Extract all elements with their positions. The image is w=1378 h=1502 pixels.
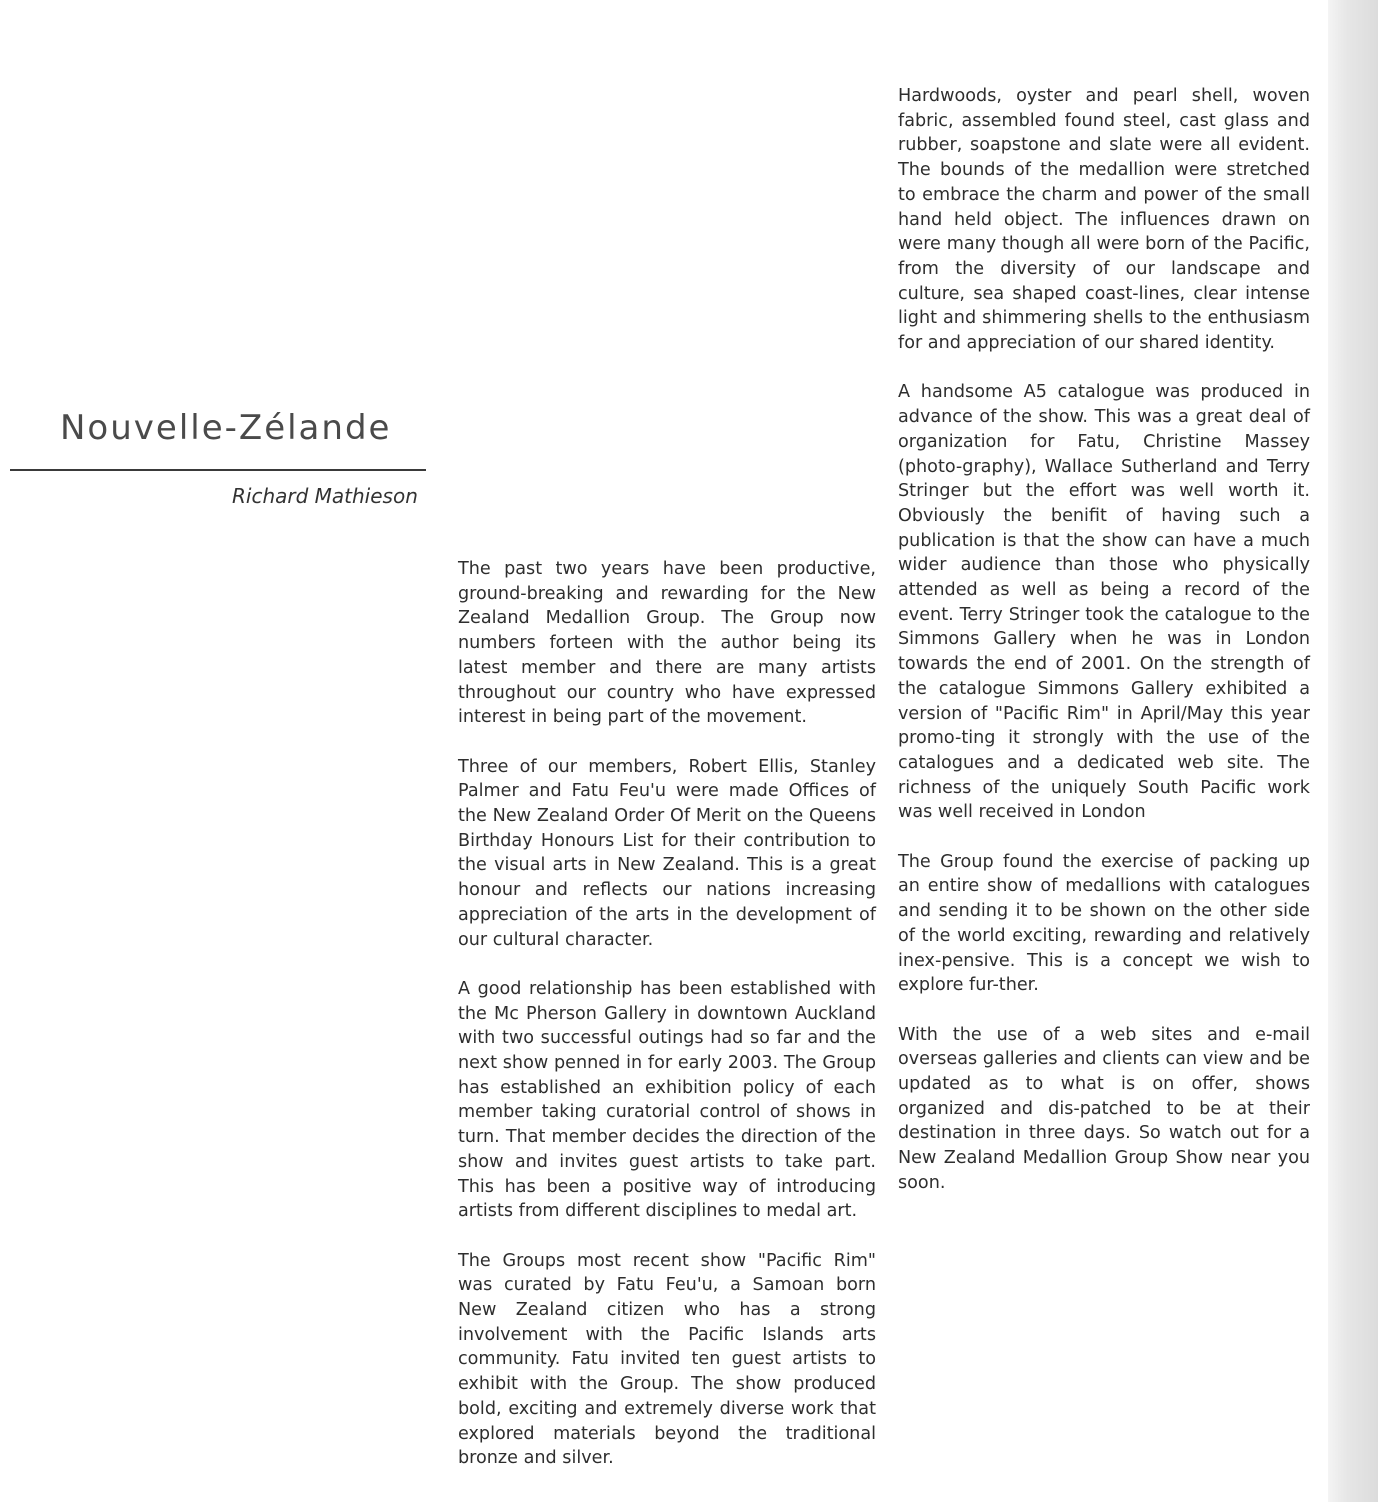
paragraph: The Group found the exercise of packing up an entire show of medallions with catalogues and sending it to be shown on the other side of the world exciting, rewarding and relatively inex-pensive. This is a concept we wish to explore fur-ther. <box>898 851 1310 996</box>
paragraph: With the use of a web sites and e-mail overseas galleries and clients can view and be updated as to what is on offer, shows organized and dis-patched to be at their destination in three days. So watch out for a New Zealand Medallion Group Show near you soon. <box>898 1024 1310 1193</box>
paragraph: A good relationship has been established with the Mc Pherson Gallery in downtown Auckland with two successful outings had so far and the next show penned in for early 2003. The Group has established an exhibition policy of each member taking curatorial control of shows in turn. That member decides the direction of the show and invites guest artists to take part. This has been a positive way of introducing artists from different disciplines to medal art. <box>458 978 876 1222</box>
title-divider <box>10 469 426 471</box>
article-column-right <box>898 84 1310 1220</box>
paragraph: A handsome A5 catalogue was produced in advance of the show. This was a great deal of organization for Fatu, Christine Massey (photo-graphy), Wallace Sutherland and Terry Stringer but the effort was well worth it. Obviously the benifit of having such a publication is that the show can have a much wider audience than those who physically attended as well as being a record of the event. Terry Stringer took the catalogue to the Simmons Gallery when he was in London towards the end of 2001. On the strength of the catalogue Simmons Gallery exhibited a version of "Pacific Rim" in April/May this year promo-ting it strongly with the use of the catalogues and a dedicated web site. The richness of the uniquely South Pacific work was well received in London <box>898 382 1310 823</box>
paragraph: The Groups most recent show "Pacific Rim" was curated by Fatu Feu'u, a Samoan born New Zealand citizen who has a strong involvement with the Pacific Islands arts community. Fatu invited ten guest artists to exhibit with the Group. The show produced bold, exciting and extremely diverse work that explored materials beyond the traditional bronze and silver. <box>458 1250 876 1469</box>
paragraph: Hardwoods, oyster and pearl shell, woven fabric, assembled found steel, cast glass and rubber, soapstone and slate were all evident. The bounds of the medallion were stretched to embrace the charm and power of the small hand held object. The influences drawn on were many though all were born of the Pacific, from the diversity of our landscape and culture, sea shaped coast-lines, clear intense light and shimmering shells to the enthusiasm for and appreciation of our shared identity. <box>898 86 1310 354</box>
paragraph: The past two years have been productive, ground-breaking and rewarding for the New Zealand Medallion Group. The Group now numbers forteen with the author being its latest member and there are many artists throughout our country who have expressed interest in being part of the movement. <box>458 559 876 728</box>
author-byline: Richard Mathieson <box>232 484 418 508</box>
article-column-middle <box>458 557 876 1496</box>
page-title: Nouvelle-Zélande <box>60 408 392 448</box>
paragraph: Three of our members, Robert Ellis, Stanley Palmer and Fatu Feu'u were made Offices of the New Zealand Order Of Merit on the Queens Birthday Honours List for their contribution to the visual arts in New Zealand. This is a great honour and reflects our nations increasing appreciation of the arts in the development of our cultural character. <box>458 756 876 950</box>
scan-edge-shadow <box>1328 0 1378 1502</box>
